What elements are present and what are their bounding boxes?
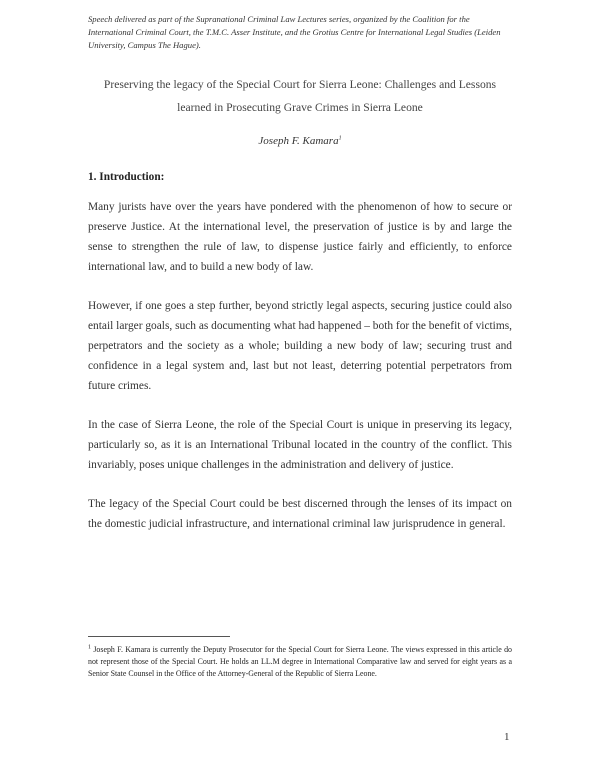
document-title: Preserving the legacy of the Special Court for Sierra Leone: Challenges and Lessons learned in Prosecuting Grave Crimes in Sierra Leone (103, 78, 497, 114)
paragraph-2: However, if one goes a step further, beyond strictly legal aspects, securing justice could also entail larger goals, such as documenting what had happened – both for the benefit of victims, perpetrators and the society as a whole; building a new body of law; securing trust and confidence in a legal system and, last but not least, deterring potential perpetrators from future crimes. (88, 300, 512, 392)
paragraph-4: The legacy of the Special Court could be best discerned through the lenses of its impact on the domestic judicial infrastructure, and international criminal law jurisprudence in general. (88, 498, 512, 530)
paragraph-1: Many jurists have over the years have pondered with the phenomenon of how to secure or preserve Justice. At the international level, the preservation of justice is by and large the sense to strengthen the rule of law, to dispense justice fairly and efficiently, to enforce international law, and to build a new body of law. (88, 201, 512, 273)
footnote (88, 644, 512, 680)
page-number: 1 (504, 731, 510, 743)
footnote-divider (88, 636, 230, 637)
author (88, 133, 512, 149)
header-note: Speech delivered as part of the Supranational Criminal Law Lectures series, organized by the Coalition for the International Criminal Court, the T.M.C. Asser Institute, and the Grotius Centre for International Legal Studies (Leiden University, Campus The Hague). (88, 14, 501, 50)
footnote-reference[interactable]: 1 (338, 135, 342, 142)
page-body (88, 13, 512, 553)
footnote-mark: 1 (88, 644, 91, 651)
paragraph-3: In the case of Sierra Leone, the role of the Special Court is unique in preserving its legacy, particularly so, as it is an International Tribunal located in the country of the conflict. This invariably, poses unique challenges in the administration and delivery of justice. (88, 419, 512, 471)
section-heading: 1. Introduction: (88, 171, 165, 183)
author-name: Joseph F. Kamara (258, 135, 339, 147)
footnote-text: Joseph F. Kamara is currently the Deputy Prosecutor for the Special Court for Sierra Leone. The views expressed in this article do not represent those of the Special Court. He holds an LL.M degree in International Comparative law and served for eight years as a Senior State Counsel in the Office of the Attorney-General of the Republic of Sierra Leone. (88, 645, 512, 678)
